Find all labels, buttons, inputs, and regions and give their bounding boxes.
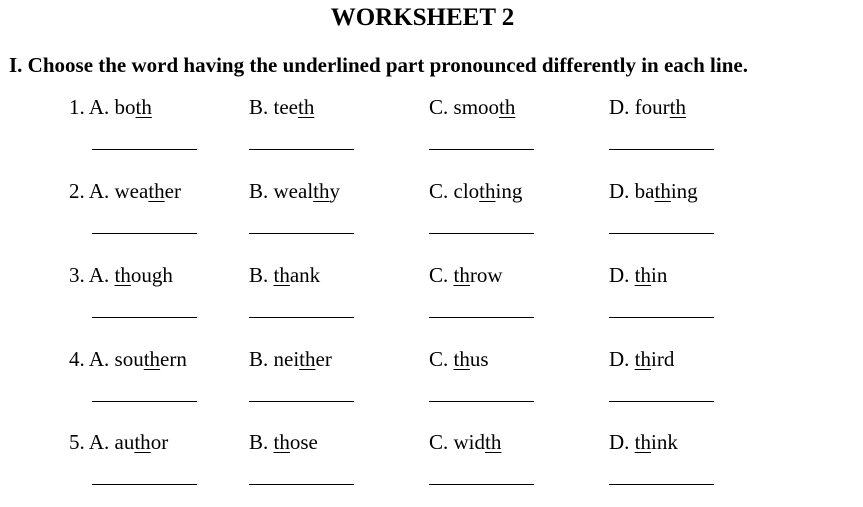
option-d: D. think bbox=[609, 430, 678, 454]
answer-blank-b[interactable] bbox=[249, 484, 354, 485]
option-c: C. throw bbox=[429, 263, 503, 287]
underlined-part: th bbox=[134, 430, 151, 454]
underlined-part: th bbox=[499, 95, 516, 119]
answer-blank-d[interactable] bbox=[609, 317, 714, 318]
option-a: 1. A. both bbox=[69, 95, 152, 119]
answer-blank-b[interactable] bbox=[249, 233, 354, 234]
answer-blank-d[interactable] bbox=[609, 401, 714, 402]
question-row-4 bbox=[0, 346, 863, 406]
answer-blank-c[interactable] bbox=[429, 317, 534, 318]
question-row-3 bbox=[0, 262, 863, 322]
option-b: B. those bbox=[249, 430, 318, 454]
answer-blank-c[interactable] bbox=[429, 484, 534, 485]
answer-blank-c[interactable] bbox=[429, 233, 534, 234]
question-row-1 bbox=[0, 94, 863, 154]
option-a: 4. A. southern bbox=[69, 347, 187, 371]
underlined-part: th bbox=[114, 263, 131, 287]
option-b: B. wealthy bbox=[249, 179, 341, 203]
option-c: C. smooth bbox=[429, 95, 516, 119]
question-row-5 bbox=[0, 429, 863, 489]
answer-blank-c[interactable] bbox=[429, 401, 534, 402]
answer-blank-d[interactable] bbox=[609, 149, 714, 150]
option-c: C. width bbox=[429, 430, 502, 454]
option-d: D. thin bbox=[609, 263, 668, 287]
underlined-part: th bbox=[273, 430, 290, 454]
option-a: 5. A. author bbox=[69, 430, 169, 454]
option-b: B. thank bbox=[249, 263, 321, 287]
answer-blank-d[interactable] bbox=[609, 484, 714, 485]
underlined-part: th bbox=[634, 263, 652, 287]
underlined-part: th bbox=[273, 263, 290, 287]
underlined-part: th bbox=[669, 95, 687, 119]
answer-blank-b[interactable] bbox=[249, 317, 354, 318]
answer-blank-b[interactable] bbox=[249, 149, 354, 150]
answer-blank-b[interactable] bbox=[249, 401, 354, 402]
answer-blank-a[interactable] bbox=[92, 149, 197, 150]
underlined-part: th bbox=[148, 179, 165, 203]
option-d: D. bathing bbox=[609, 179, 698, 203]
option-d: D. third bbox=[609, 347, 675, 371]
answer-blank-d[interactable] bbox=[609, 233, 714, 234]
question-row-2 bbox=[0, 178, 863, 238]
section-instruction: I. Choose the word having the underlined part pronounced differently in each line. bbox=[9, 53, 748, 77]
option-d: D. fourth bbox=[609, 95, 687, 119]
worksheet-title: WORKSHEET 2 bbox=[330, 4, 515, 31]
underlined-part: th bbox=[485, 430, 502, 454]
option-b: B. teeth bbox=[249, 95, 315, 119]
option-a: 3. A. though bbox=[69, 263, 173, 287]
underlined-part: th bbox=[135, 95, 152, 119]
underlined-part: th bbox=[479, 179, 496, 203]
underlined-part: th bbox=[453, 347, 470, 371]
underlined-part: th bbox=[654, 179, 671, 203]
answer-blank-a[interactable] bbox=[92, 233, 197, 234]
answer-blank-a[interactable] bbox=[92, 484, 197, 485]
option-a: 2. A. weather bbox=[69, 179, 181, 203]
underlined-part: th bbox=[313, 179, 330, 203]
answer-blank-a[interactable] bbox=[92, 317, 197, 318]
underlined-part: th bbox=[453, 263, 470, 287]
underlined-part: th bbox=[299, 347, 316, 371]
underlined-part: th bbox=[634, 430, 652, 454]
underlined-part: th bbox=[634, 347, 652, 371]
answer-blank-c[interactable] bbox=[429, 149, 534, 150]
underlined-part: th bbox=[143, 347, 161, 371]
option-c: C. thus bbox=[429, 347, 489, 371]
answer-blank-a[interactable] bbox=[92, 401, 197, 402]
option-c: C. clothing bbox=[429, 179, 523, 203]
underlined-part: th bbox=[298, 95, 315, 119]
option-b: B. neither bbox=[249, 347, 332, 371]
